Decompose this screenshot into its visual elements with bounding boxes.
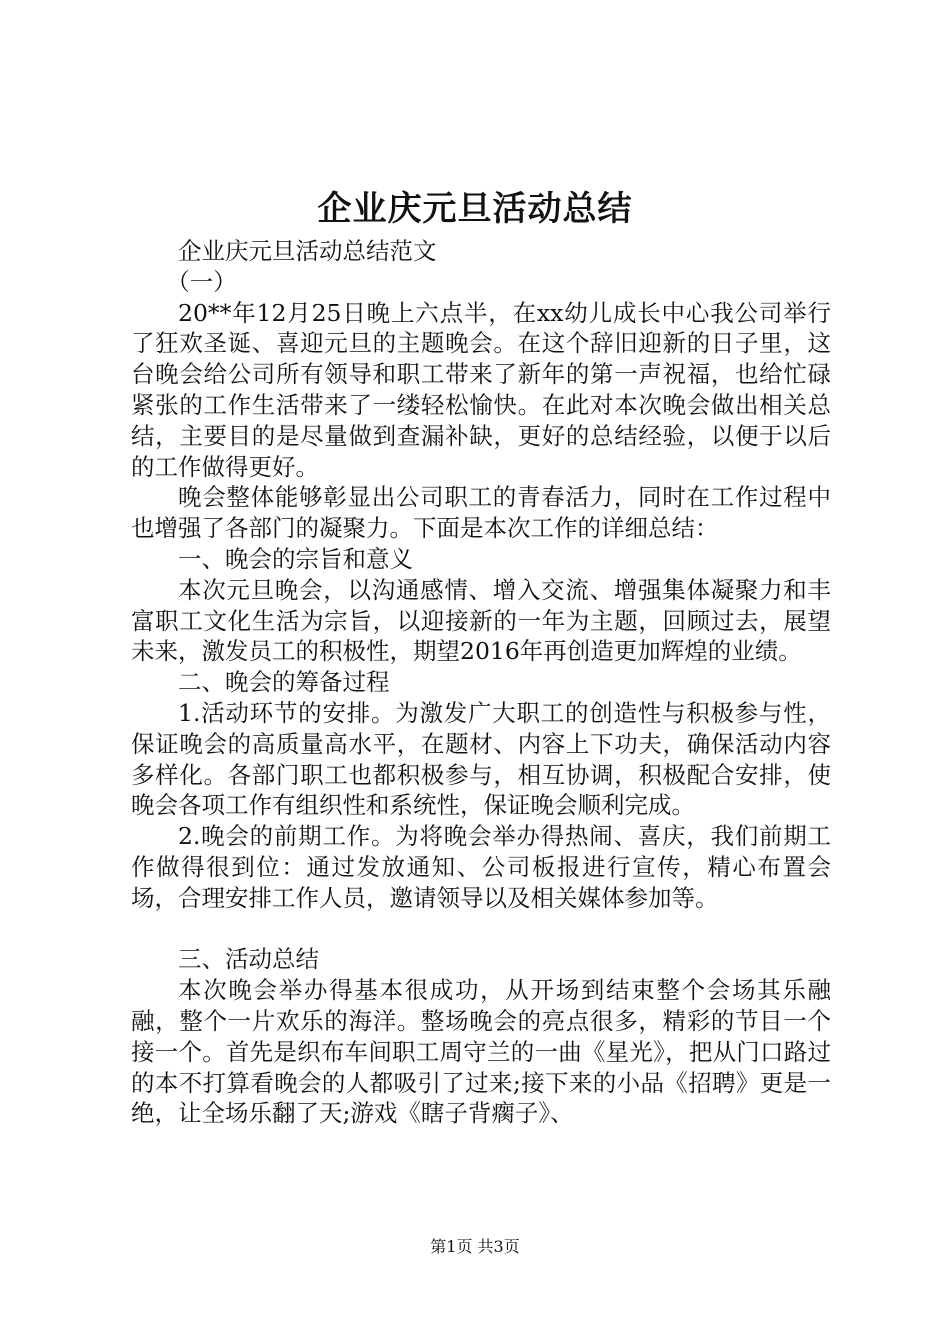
section-heading: 三、活动总结 bbox=[178, 945, 319, 974]
document-body bbox=[131, 236, 831, 1129]
section-number: （一） bbox=[166, 267, 237, 296]
paragraph: 2.晚会的前期工作。为将晚会举办得热闹、喜庆，我们前期工作做得很到位：通过发放通知、公司板报进行宣传，精心布置会场，合理安排工作人员，邀请领导以及相关媒体参加等。 bbox=[131, 822, 831, 912]
section-heading: 一、晚会的宗旨和意义 bbox=[178, 544, 413, 573]
paragraph: 20**年12月25日晚上六点半，在xx幼儿成长中心我公司举行了狂欢圣诞、喜迎元旦的主题晚会。在这个辞旧迎新的日子里，这台晚会给公司所有领导和职工带来了新年的第一声祝福，也给忙碌紧张的工作生活带来了一缕轻松愉快。在此对本次晚会做出相关总结，主要目的是尽量做到查漏补缺，更好的总结经验，以便于以后的工作做得更好。 bbox=[131, 298, 831, 481]
subtitle: 企业庆元旦活动总结范文 bbox=[178, 237, 437, 265]
page-footer: 第1页 共3页 bbox=[430, 1237, 520, 1256]
section-heading: 二、晚会的筹备过程 bbox=[178, 668, 390, 697]
paragraph: 1.活动环节的安排。为激发广大职工的创造性与积极参与性，保证晚会的高质量高水平，在题材、内容上下功夫，确保活动内容多样化。各部门职工也都积极参与，相互协调，积极配合安排，使晚会各项工作有组织性和系统性，保证晚会顺利完成。 bbox=[131, 698, 831, 820]
document-title: 企业庆元旦活动总结 bbox=[317, 189, 633, 229]
blank-line bbox=[131, 914, 831, 945]
paragraph: 本次元旦晚会，以沟通感情、增入交流、增强集体凝聚力和丰富职工文化生活为宗旨，以迎接新的一年为主题，回顾过去，展望未来，激发员工的积极性，期望2016年再创造更加辉煌的业绩。 bbox=[131, 575, 831, 666]
paragraph: 晚会整体能够彰显出公司职工的青春活力，同时在工作过程中也增强了各部门的凝聚力。下面是本次工作的详细总结： bbox=[131, 483, 831, 543]
paragraph: 本次晚会举办得基本很成功，从开场到结束整个会场其乐融融，整个一片欢乐的海洋。整场晚会的亮点很多，精彩的节目一个接一个。首先是织布车间职工周守兰的一曲《星光》，把从门口路过的本不打算看晚会的人都吸引了过来;接下来的小品《招聘》更是一绝，让全场乐翻了天;游戏《瞎子背瘸子》、 bbox=[131, 976, 831, 1128]
